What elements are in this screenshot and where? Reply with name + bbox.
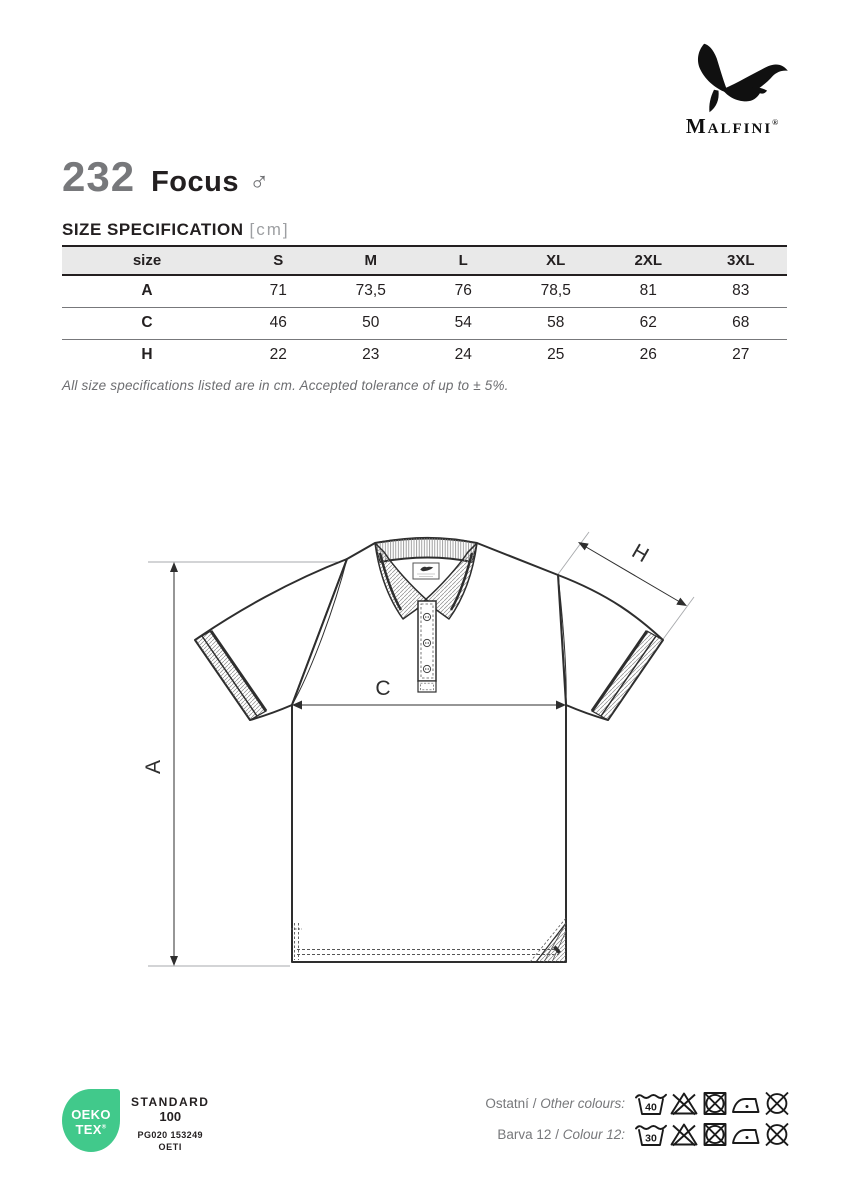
row-label: A: [141, 282, 153, 300]
table-cell: 50: [362, 314, 380, 331]
table-row-h: [62, 339, 787, 371]
section-unit: [cm]: [249, 220, 290, 239]
care-label-cz: Ostatní: [485, 1095, 529, 1111]
care-label-separator: /: [551, 1126, 563, 1142]
wash-temp-text: 30: [645, 1132, 657, 1145]
tex-text: [76, 1123, 107, 1137]
tolerance-note: All size specifications listed are in cm. Accepted tolerance of up to ± 5%.: [62, 378, 509, 393]
care-instructions: [485, 1089, 792, 1151]
table-cell: 76: [454, 282, 472, 300]
table-cell: 23: [362, 346, 380, 364]
care-icon-set: [634, 1121, 792, 1147]
certification-block: [62, 1089, 209, 1152]
table-cell: 46: [269, 314, 287, 331]
wash-40-icon: [634, 1090, 668, 1116]
table-row-a: [62, 275, 787, 307]
care-label-en: Other colours:: [540, 1095, 625, 1111]
dimension-a: [142, 562, 178, 966]
brand-name-text: Malfini: [685, 114, 773, 138]
table-cell: 78,5: [540, 282, 571, 300]
product-code: 232: [62, 153, 136, 200]
male-symbol: ♂: [248, 167, 270, 197]
standard-100-block: [131, 1089, 209, 1152]
care-row-colour-12: [485, 1120, 792, 1148]
institute-label: OETI: [158, 1141, 182, 1152]
column-header-l: L: [417, 246, 510, 275]
do-not-bleach-icon: [669, 1090, 699, 1116]
table-cell: 81: [639, 282, 657, 300]
do-not-tumble-dry-icon: [700, 1121, 730, 1147]
care-row-label: [485, 1096, 625, 1111]
iron-one-dot-icon: [731, 1090, 761, 1116]
standard-number: 100: [159, 1108, 182, 1124]
wash-temp-text: 40: [645, 1101, 657, 1114]
table-row-c: [62, 307, 787, 339]
tex-registered: ®: [101, 1124, 107, 1131]
product-title: [62, 153, 269, 201]
table-cell: 22: [269, 346, 287, 364]
column-header-2xl: 2XL: [602, 246, 695, 275]
wash-30-icon: [634, 1121, 668, 1147]
tex-word: TEX: [75, 1121, 102, 1137]
care-label-separator: /: [528, 1095, 541, 1111]
column-header-xl: XL: [510, 246, 603, 275]
column-header-m: M: [325, 246, 418, 275]
dimension-c-label: C: [375, 677, 391, 700]
registered-mark: ®: [772, 118, 779, 127]
column-header-size: size: [62, 246, 232, 275]
column-header-s: S: [232, 246, 325, 275]
table-cell: 83: [732, 282, 750, 300]
size-specification-table: [62, 245, 787, 371]
do-not-tumble-dry-icon: [700, 1090, 730, 1116]
brand-logo: [670, 42, 794, 137]
brand-wordmark: [670, 116, 794, 137]
table-cell: 24: [454, 346, 472, 364]
certificate-number: PG020 153249: [137, 1129, 203, 1140]
table-cell: 54: [454, 314, 472, 331]
iron-one-dot-icon: [731, 1121, 761, 1147]
table-cell: 27: [732, 346, 750, 364]
care-icon-set: [634, 1090, 792, 1116]
care-row-other-colours: [485, 1089, 792, 1117]
row-label: H: [141, 346, 153, 364]
care-row-label: [497, 1127, 625, 1142]
do-not-dry-clean-icon: [762, 1121, 792, 1147]
standard-label: STANDARD: [131, 1095, 210, 1109]
table-cell: 68: [732, 314, 750, 331]
row-label: C: [141, 314, 153, 331]
oeko-tex-logo: [62, 1089, 120, 1152]
placket: [418, 601, 436, 692]
column-header-3xl: 3XL: [695, 246, 788, 275]
oeko-text: OEKO: [71, 1107, 111, 1123]
garment-diagram: [140, 505, 710, 995]
do-not-dry-clean-icon: [762, 1090, 792, 1116]
eagle-icon: [673, 42, 791, 114]
sleeve-right: [558, 575, 663, 720]
product-name: Focus: [151, 166, 239, 198]
table-cell: 73,5: [355, 282, 386, 300]
table-header-row: [62, 246, 787, 275]
dimension-h-label: H: [627, 539, 653, 568]
section-heading: [62, 220, 290, 240]
table-cell: 71: [269, 282, 287, 300]
table-cell: 26: [639, 346, 657, 364]
do-not-bleach-icon: [669, 1121, 699, 1147]
table-cell: 25: [547, 346, 565, 364]
care-label-en: Colour 12:: [562, 1126, 625, 1142]
dimension-a-label: A: [142, 759, 165, 775]
neck-label: [413, 563, 439, 579]
table-cell: 58: [547, 314, 565, 331]
table-cell: 62: [639, 314, 657, 331]
care-label-cz: Barva 12: [497, 1126, 552, 1142]
section-title: SIZE SPECIFICATION: [62, 220, 244, 239]
